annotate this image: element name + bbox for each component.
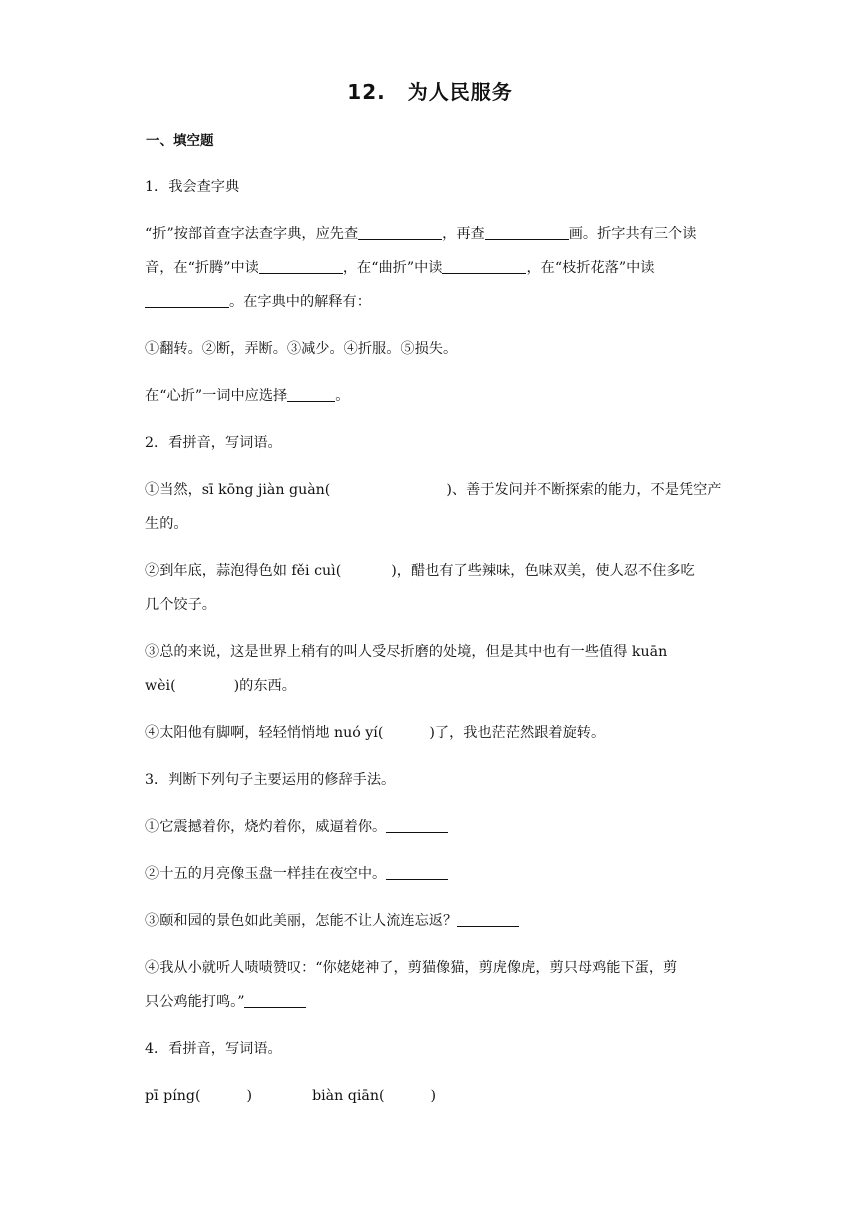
q2-text: )了，我也茫茫然跟着旋转。 (429, 725, 606, 741)
q4-text: pī píng( (145, 1088, 201, 1104)
answer-blank[interactable] (145, 289, 229, 308)
lesson-number: 12. (347, 80, 386, 104)
q2-item-3 (145, 635, 725, 703)
q3-text: ①它震撼着你，烧灼着你，威逼着你。 (145, 819, 387, 835)
q3-text: ②十五的月亮像玉盘一样挂在夜空中。 (145, 866, 387, 882)
q1-text: 。 (335, 388, 350, 404)
answer-blank[interactable] (287, 383, 335, 402)
answer-blank[interactable] (485, 221, 569, 240)
q2-text: 生的。 (145, 516, 188, 532)
q3-text: 只公鸡能打鸣。” (145, 994, 245, 1010)
q3-heading: 3．判断下列句子主要运用的修辞手法。 (145, 772, 396, 788)
q1-choice (145, 379, 725, 413)
answer-blank[interactable] (457, 908, 519, 927)
q3-text: ④我从小就听人啧啧赞叹：“你姥姥神了，剪猫像猫，剪虎像虎，剪只母鸡能下蛋，剪 (145, 960, 678, 976)
answer-blank[interactable] (244, 989, 306, 1008)
q1-text: 音，在“折腾”中读 (145, 260, 259, 276)
q2-text: )，醋也有了些辣味，色味双美，使人忍不住多吃 (391, 563, 695, 579)
q1-text: 。在字典中的解释有： (229, 294, 371, 310)
section-heading: 一、填空题 (146, 133, 214, 149)
questions (145, 170, 725, 1113)
answer-blank[interactable] (386, 814, 448, 833)
q2-heading: 2．看拼音，写词语。 (145, 435, 282, 451)
q2-item-1 (145, 473, 725, 541)
page-title (0, 76, 860, 105)
q1-text: 在“心折”一词中应选择 (145, 388, 288, 404)
answer-blank[interactable] (442, 255, 526, 274)
q1-text: “折”按部首查字法查字典，应先查 (145, 226, 359, 242)
q3-item-1 (145, 810, 725, 844)
q2-item-2 (145, 554, 725, 622)
q2-text: ④太阳他有脚啊，轻轻悄悄地 nuó yí( (145, 725, 384, 741)
q4-text: ) (246, 1088, 253, 1104)
q2-text: ③总的来说，这是世界上稍有的叫人受尽折磨的处境，但是其中也有一些值得 kuān (145, 644, 668, 660)
q2-text: )、善于发问并不断探索的能力，不是凭空产 (446, 482, 722, 498)
q3-item-3 (145, 904, 725, 938)
q1-text: 画。折字共有三个读 (568, 226, 697, 242)
q2-text: ②到年底，蒜泡得色如 fěi cuì( (145, 563, 342, 579)
q4-heading: 4．看拼音，写词语。 (145, 1041, 282, 1057)
q4-text: ) (430, 1088, 437, 1104)
q2-text: 几个饺子。 (145, 597, 216, 613)
q4-text: biàn qiān( (312, 1088, 385, 1104)
q4-words (145, 1079, 725, 1113)
q1-body (145, 217, 725, 319)
answer-blank[interactable] (386, 861, 448, 880)
q1-text: ，在“曲折”中读 (342, 260, 443, 276)
q2-text: ①当然，sī kōng jiàn guàn( (145, 482, 331, 498)
q2-item-4 (145, 716, 725, 750)
answer-blank[interactable] (259, 255, 343, 274)
q1-meanings: ①翻转。②断，弄断。③减少。④折服。⑤损失。 (145, 341, 458, 357)
q1-text: ，在“枝折花落”中读 (526, 260, 655, 276)
lesson-title: 为人民服务 (407, 80, 513, 104)
q1-heading: 1．我会查字典 (145, 179, 240, 195)
q2-text: wèi( (145, 678, 176, 694)
q2-text: )的东西。 (233, 678, 296, 694)
q3-text: ③颐和园的景色如此美丽，怎能不让人流连忘返？ (145, 913, 458, 929)
q3-item-2 (145, 857, 725, 891)
q3-item-4 (145, 951, 725, 1019)
answer-blank[interactable] (358, 221, 442, 240)
q1-text: ，再查 (442, 226, 485, 242)
